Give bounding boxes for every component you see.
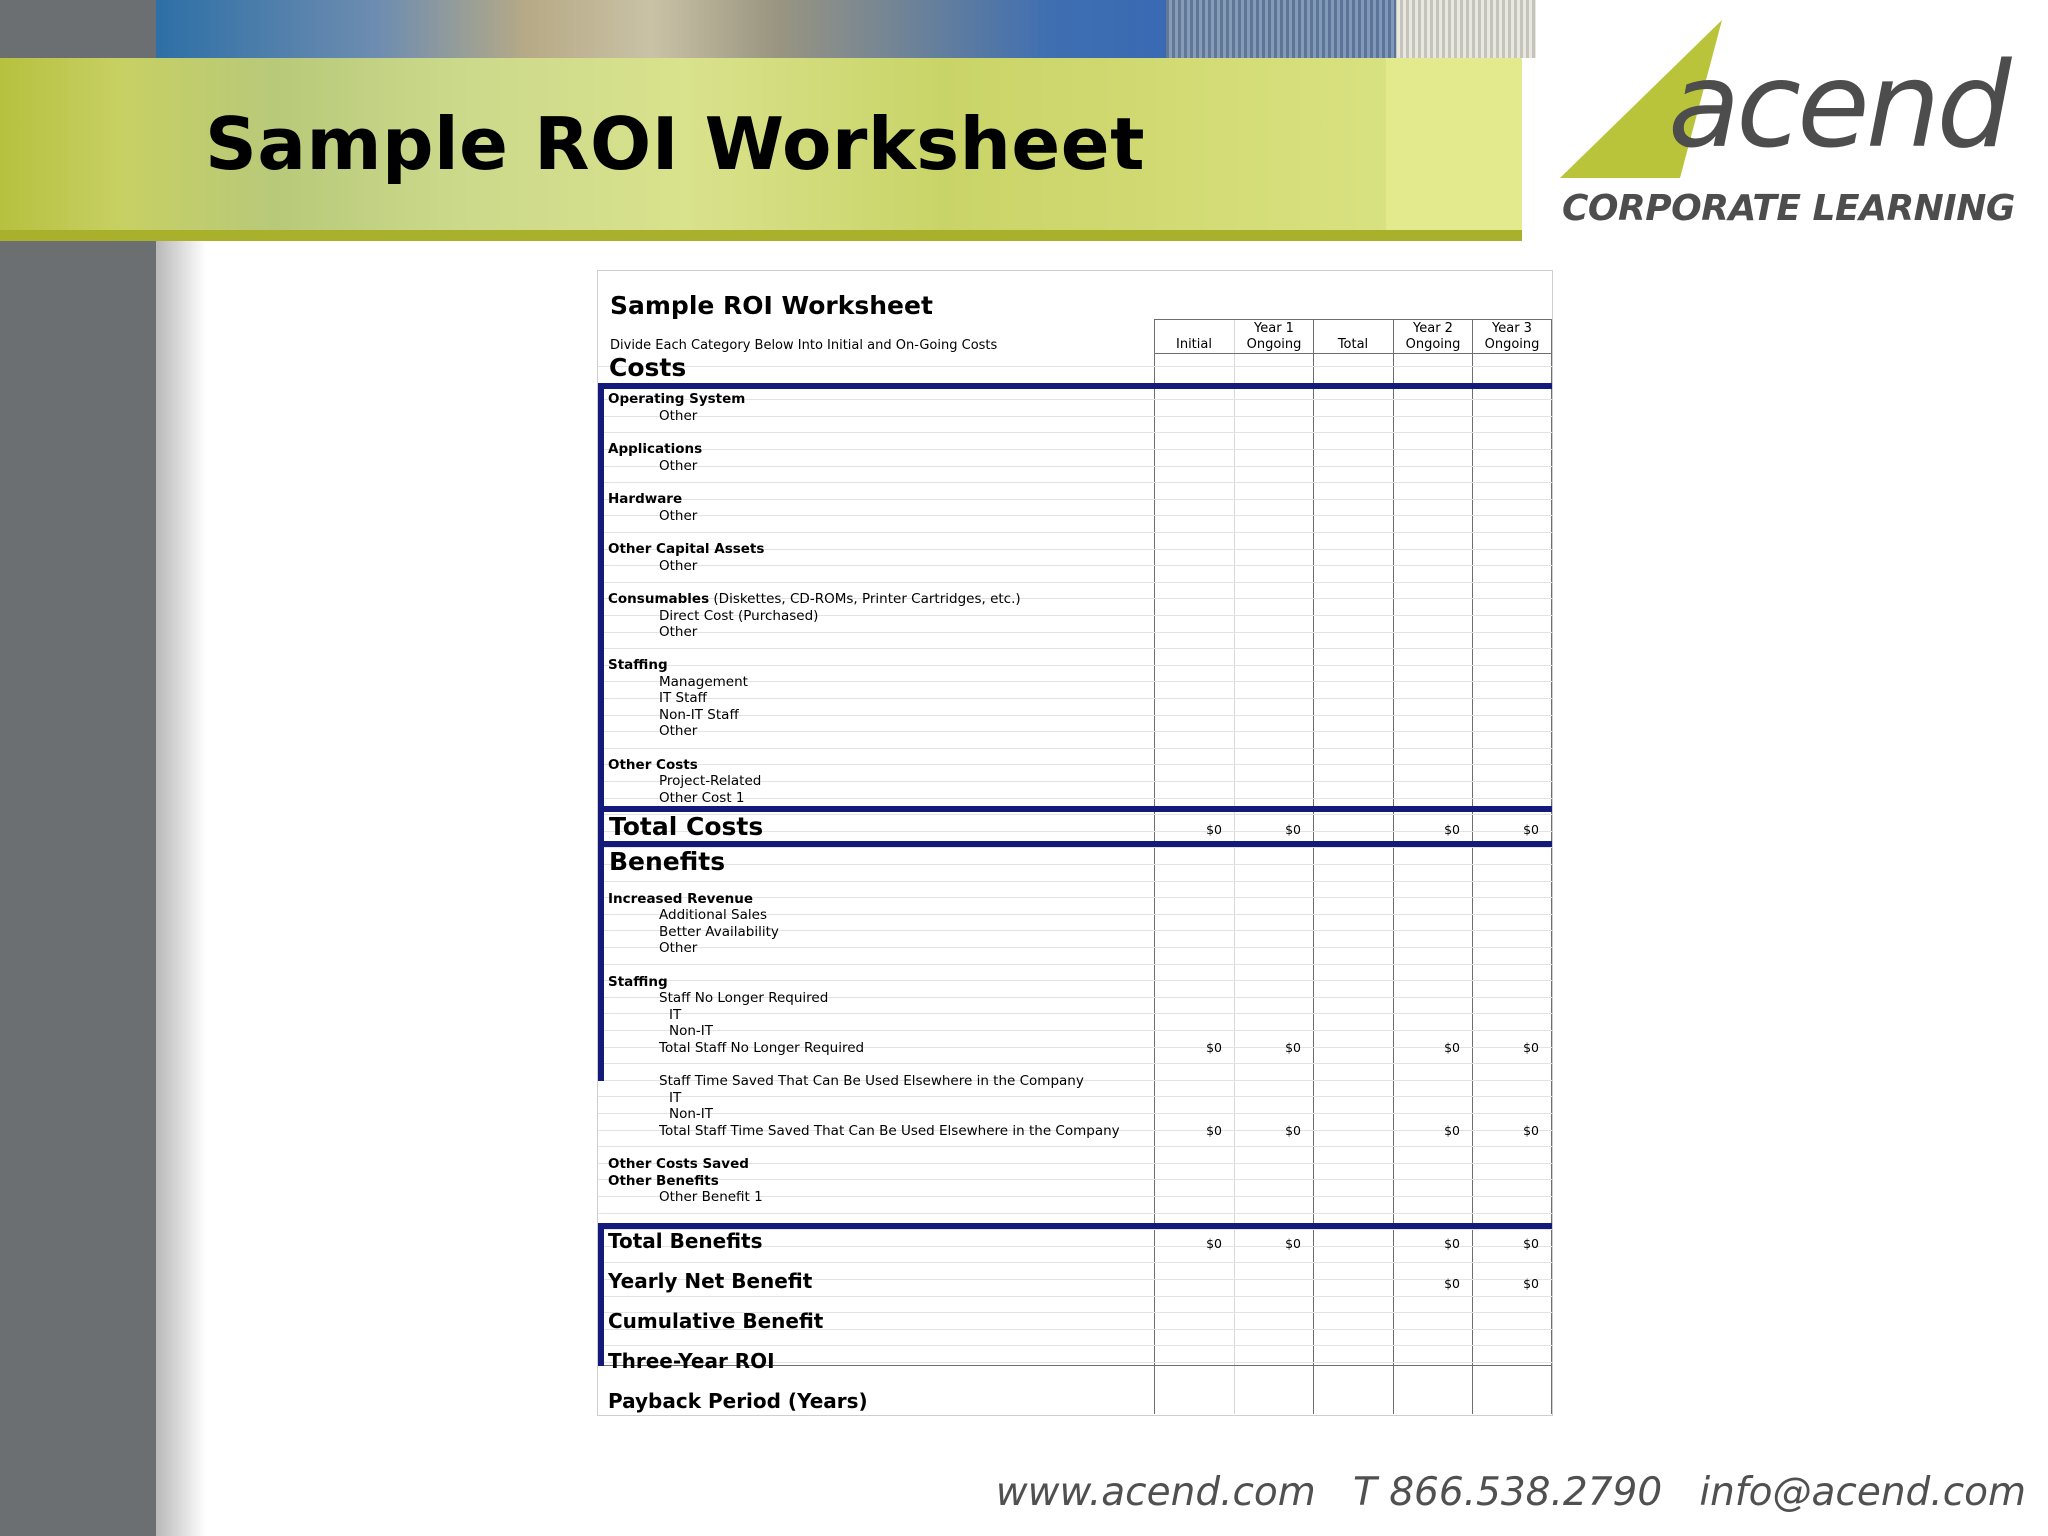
col-year2-ongoing: Ongoing	[1405, 337, 1461, 352]
row-gridline	[598, 482, 1552, 483]
roi-worksheet	[597, 270, 1553, 1416]
slide-title: Sample ROI Worksheet	[205, 102, 1145, 186]
consumables-note: (Diskettes, CD-ROMs, Printer Cartridges, etc.)	[709, 591, 1021, 607]
coins-image	[1166, 0, 1536, 58]
row-gridline	[598, 1345, 1552, 1346]
col-divider	[1551, 319, 1552, 1414]
row-gridline	[598, 466, 1552, 467]
row-gridline	[598, 515, 1552, 516]
line-item: Other	[659, 624, 698, 640]
category-consumables	[608, 591, 1021, 607]
category-other-costs-saved: Other Costs Saved	[608, 1156, 749, 1172]
line-item: Other Cost 1	[659, 790, 745, 806]
row-gridline	[598, 416, 1552, 417]
line-item: Other	[659, 940, 698, 956]
row-gridline	[598, 748, 1552, 749]
category-operating-system: Operating System	[608, 391, 746, 407]
col-year3-ongoing: Ongoing	[1484, 337, 1540, 352]
col-total: Total	[1337, 337, 1369, 352]
logo-wordmark: acend	[1668, 36, 2008, 174]
total-benefits-year2: $0	[1444, 1236, 1460, 1251]
line-item: Staff No Longer Required	[659, 990, 829, 1006]
row-gridline	[598, 1063, 1552, 1064]
row-gridline	[598, 665, 1552, 666]
snlr-total-year2: $0	[1444, 1040, 1460, 1055]
header-rule	[1154, 353, 1552, 354]
row-gridline	[598, 1296, 1552, 1297]
total-benefits-year3: $0	[1523, 1236, 1539, 1251]
row-gridline	[598, 499, 1552, 500]
consumables-label: Consumables	[608, 591, 710, 607]
line-item: Non-IT	[669, 1106, 714, 1122]
line-item: IT	[669, 1007, 682, 1023]
row-gridline	[598, 947, 1552, 948]
row-gridline	[598, 1013, 1552, 1014]
total-costs-year2: $0	[1444, 822, 1460, 837]
line-item: Non-IT	[669, 1023, 714, 1039]
footer-email[interactable]: info@acend.com	[1699, 1470, 2026, 1515]
total-costs-initial: $0	[1206, 822, 1222, 837]
worksheet-instructions: Divide Each Category Below Into Initial and On-Going Costs	[610, 338, 998, 353]
sidebar-shadow	[156, 240, 206, 1536]
line-item: Total Staff No Longer Required	[659, 1040, 865, 1056]
benefits-heading: Benefits	[609, 847, 726, 876]
category-other-costs: Other Costs	[608, 757, 698, 773]
header-rule	[1313, 353, 1314, 367]
row-gridline	[598, 764, 1552, 765]
line-item: Other	[659, 508, 698, 524]
line-item: Total Staff Time Saved That Can Be Used Elsewhere in the Company	[659, 1123, 1120, 1139]
line-item: Other	[659, 458, 698, 474]
row-gridline	[598, 881, 1552, 882]
line-item: Direct Cost (Purchased)	[659, 608, 819, 624]
sts-total-year2: $0	[1444, 1123, 1460, 1138]
header-stripe	[0, 230, 1522, 241]
worksheet-title: Sample ROI Worksheet	[610, 291, 933, 320]
row-gridline	[598, 1113, 1552, 1114]
row-gridline	[598, 582, 1552, 583]
section-divider	[598, 841, 1552, 847]
line-item: Better Availability	[659, 924, 779, 940]
category-hardware: Hardware	[608, 491, 683, 507]
category-applications: Applications	[608, 441, 703, 457]
cumulative-benefit-label: Cumulative Benefit	[608, 1309, 824, 1333]
col-year3: Year 3	[1492, 321, 1532, 336]
row-gridline	[598, 731, 1552, 732]
category-increased-revenue: Increased Revenue	[608, 891, 753, 907]
footer-website[interactable]: www.acend.com	[995, 1470, 1316, 1515]
total-costs-label: Total Costs	[609, 812, 764, 841]
total-costs-year1: $0	[1285, 822, 1301, 837]
col-year1-ongoing: Ongoing	[1246, 337, 1302, 352]
row-gridline	[598, 449, 1552, 450]
category-other-benefits: Other Benefits	[608, 1173, 719, 1189]
col-divider	[1313, 319, 1314, 1414]
line-item: Additional Sales	[659, 907, 767, 923]
three-year-roi-label: Three-Year ROI	[608, 1349, 775, 1373]
line-item: IT Staff	[659, 690, 707, 706]
yearly-net-benefit-label: Yearly Net Benefit	[608, 1269, 813, 1293]
snlr-total-initial: $0	[1206, 1040, 1222, 1055]
sts-total-year3: $0	[1523, 1123, 1539, 1138]
total-costs-year3: $0	[1523, 822, 1539, 837]
header-band-light	[1386, 58, 1522, 234]
row-gridline	[598, 847, 1552, 848]
row-gridline	[598, 864, 1552, 865]
yearly-net-year3: $0	[1523, 1276, 1539, 1291]
row-gridline	[598, 1146, 1552, 1147]
snlr-total-year1: $0	[1285, 1040, 1301, 1055]
yearly-net-year2: $0	[1444, 1276, 1460, 1291]
line-item: Staff Time Saved That Can Be Used Elsewhere in the Company	[659, 1073, 1084, 1089]
category-staffing-benefits: Staffing	[608, 974, 668, 990]
row-gridline	[598, 648, 1552, 649]
line-item: Other	[659, 558, 698, 574]
section-border	[598, 383, 604, 1081]
row-gridline	[598, 1213, 1552, 1214]
col-year2: Year 2	[1413, 321, 1453, 336]
row-gridline	[598, 698, 1552, 699]
total-benefits-initial: $0	[1206, 1236, 1222, 1251]
footer-contact	[996, 1470, 2026, 1515]
category-other-capital-assets: Other Capital Assets	[608, 541, 765, 557]
row-gridline	[598, 565, 1552, 566]
row-gridline	[598, 1179, 1552, 1180]
footer-phone: T 866.538.2790	[1352, 1470, 1663, 1515]
sts-total-year1: $0	[1285, 1123, 1301, 1138]
costs-heading: Costs	[609, 353, 687, 382]
section-divider	[598, 383, 1552, 389]
row-gridline	[598, 366, 1552, 367]
total-benefits-label: Total Benefits	[608, 1229, 763, 1253]
row-gridline	[598, 532, 1552, 533]
col-initial: Initial	[1176, 337, 1212, 352]
header-photo	[156, 0, 1396, 58]
payback-period-label: Payback Period (Years)	[608, 1389, 868, 1413]
total-benefits-year1: $0	[1285, 1236, 1301, 1251]
col-year1: Year 1	[1254, 321, 1294, 336]
line-item: Management	[659, 674, 748, 690]
row-gridline	[598, 1262, 1552, 1263]
row-gridline	[598, 1096, 1552, 1097]
line-item: Non-IT Staff	[659, 707, 739, 723]
line-item: Other Benefit 1	[659, 1189, 763, 1205]
logo-tagline: CORPORATE LEARNING	[1562, 188, 2015, 229]
sts-total-initial: $0	[1206, 1123, 1222, 1138]
row-gridline	[598, 632, 1552, 633]
row-gridline	[598, 432, 1552, 433]
header-rule	[1154, 319, 1552, 320]
row-gridline	[598, 980, 1552, 981]
acend-logo	[1560, 20, 2020, 240]
snlr-total-year3: $0	[1523, 1040, 1539, 1055]
line-item: Project-Related	[659, 773, 762, 789]
line-item: Other	[659, 408, 698, 424]
row-gridline	[598, 1030, 1552, 1031]
row-gridline	[598, 715, 1552, 716]
section-border	[598, 1223, 604, 1366]
line-item: IT	[669, 1090, 682, 1106]
line-item: Other	[659, 723, 698, 739]
row-gridline	[598, 964, 1552, 965]
category-staffing: Staffing	[608, 657, 668, 673]
